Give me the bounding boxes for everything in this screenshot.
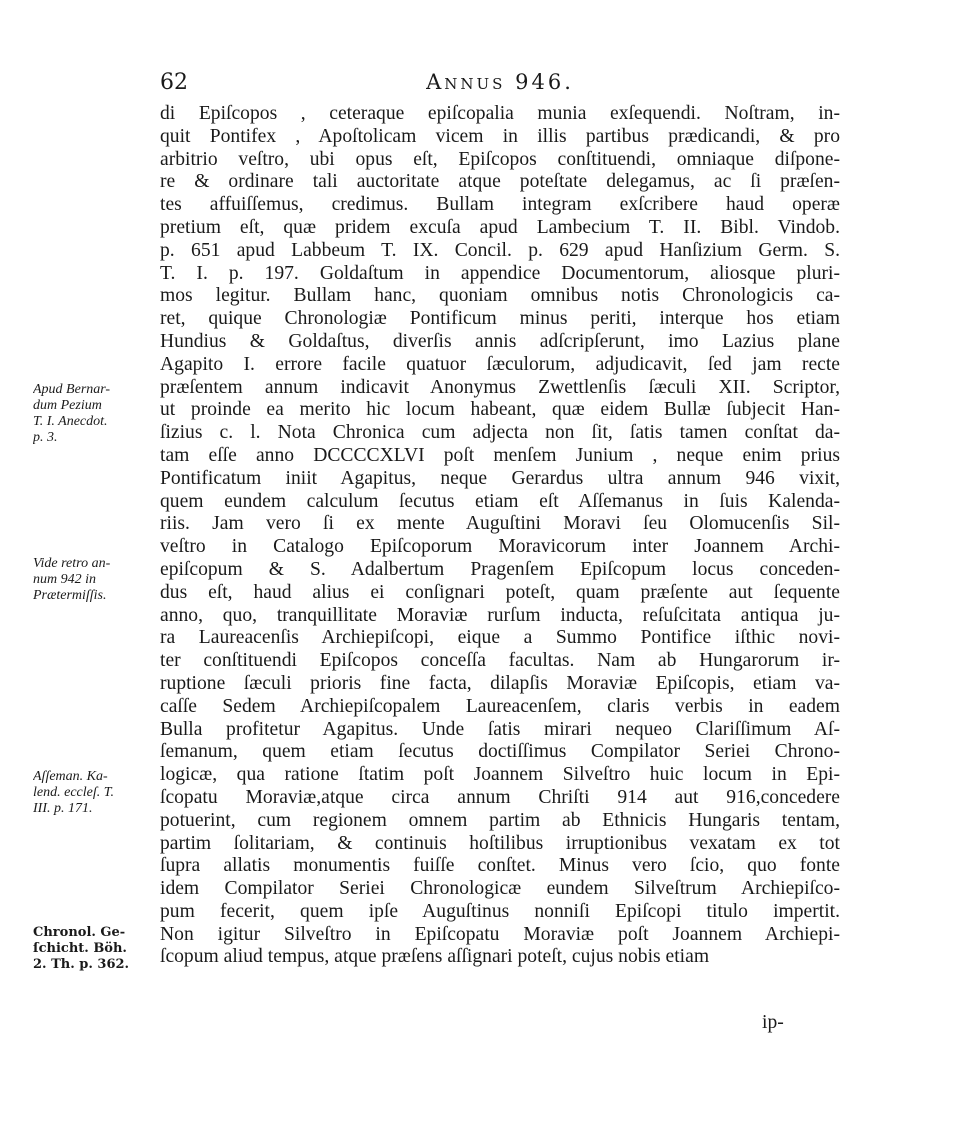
margin-note-line: Chronol. Ge- — [33, 925, 126, 940]
text-line: tes affuiſſemus, credimus. Bullam integram exſcribere haud operæ — [160, 194, 840, 216]
margin-note-vide-retro — [33, 556, 163, 604]
text-line: logicæ, qua ratione ſtatim poſt Joannem Silveſtro huic locum in Epi- — [160, 764, 840, 786]
text-line: di Epiſcopos , ceteraque epiſcopalia munia exſequendi. Noſtram, in- — [160, 103, 840, 124]
text-line: potuerint, cum regionem omnem partim ab Ethnicis Hungaris tentam, — [160, 809, 840, 831]
text-line: T. I. p. 197. Goldaſtum in appendice Documentorum, aliosque pluri- — [160, 262, 840, 284]
text-line: ret, quique Chronologiæ Pontificum minus periti, interque hos etiam — [160, 308, 840, 330]
text-line: veſtro in Catalogo Epiſcoporum Moravicorum inter Joannem Archi- — [160, 536, 840, 558]
text-line: dus eſt, haud alius ei conſignari poteſt, quam præſente aut ſequente — [160, 581, 840, 603]
text-line: Non igitur Silveſtro in Epiſcopatu Moraviæ poſt Joannem Archiepi- — [160, 923, 840, 945]
text-line: Hundius & Goldaſtus, diverſis annis adſcripſerunt, imo Lazius plane — [160, 330, 840, 352]
body-text — [160, 103, 840, 969]
text-line: ut proinde ea merito hic locum habeant, quæ eidem Bullæ ſubjecit Han- — [160, 399, 840, 421]
text-line: tam eſſe anno DCCCCXLVI poſt menſem Junium , neque enim prius — [160, 444, 840, 466]
text-line: epiſcopum & S. Adalbertum Pragenſem Epiſcopum locus conceden- — [160, 558, 840, 580]
text-line: caſſe Sedem Archiepiſcopalem Laureacenſem, claris verbis in eadem — [160, 695, 840, 717]
margin-note-line: p. 3. — [33, 430, 58, 445]
text-line: pum fecerit, quem ipſe Auguſtinus nonniſi Epiſcopi titulo impertit. — [160, 900, 840, 922]
margin-note-line: Apud Bernar- — [33, 382, 111, 397]
margin-note-line: num 942 in — [33, 572, 96, 587]
text-line: ſizius c. l. Nota Chronica cum adjecta non ſit, ſatis tamen conſtat da- — [160, 422, 840, 444]
margin-note-chronol — [33, 925, 163, 973]
text-line: ſcopum aliud tempus, atque præſens aſſignari poteſt, cujus nobis etiam — [160, 946, 710, 968]
text-line: arbitrio veſtro, ubi opus eſt, Epiſcopos conſtituendi, omniaque diſpone- — [160, 148, 840, 170]
text-line: idem Compilator Seriei Chronologicæ eundem Silveſtrum Archiepiſco- — [160, 878, 840, 900]
text-line: ruptione ſæculi prioris fine facta, dilapſis Moraviæ Epiſcopis, etiam va- — [160, 672, 840, 694]
margin-note-line: T. I. Anecdot. — [33, 414, 108, 429]
margin-note-asseman — [33, 769, 163, 817]
text-line: Bulla profitetur Agapitus. Unde ſatis mirari nequeo Clariſſimum Aſ- — [160, 718, 840, 740]
margin-note-line: dum Pezium — [33, 398, 102, 413]
text-line: præſentem annum indicavit Anonymus Zwettlenſis ſæculi XII. Scriptor, — [160, 376, 840, 398]
page-header — [160, 70, 840, 100]
text-line: p. 651 apud Labbeum T. IX. Concil. p. 629 apud Hanſizium Germ. S. — [160, 239, 840, 261]
text-line: pretium eſt, quæ pridem excuſa apud Lambecium T. II. Bibl. Vindob. — [160, 216, 840, 238]
margin-note-line: lend. eccleſ. T. — [33, 785, 114, 800]
margin-note-line: Prætermiſſis. — [33, 588, 107, 603]
text-line: ter conſtituendi Epiſcopos conceſſa facultas. Nam ab Hungarorum ir- — [160, 650, 840, 672]
margin-note-line: ſchicht. Böh. — [33, 941, 127, 956]
text-line: ra Laureacenſis Archiepiſcopi, eique a Summo Pontifice iſthic novi- — [160, 627, 840, 649]
text-line: ſcopatu Moraviæ,atque circa annum Chriſti 914 aut 916,concedere — [160, 786, 840, 808]
text-line: Pontificatum iniit Agapitus, neque Gerardus ultra annum 946 vixit, — [160, 467, 840, 489]
margin-note-line: 2. Th. p. 362. — [33, 957, 130, 972]
margin-note-line: Vide retro an- — [33, 556, 111, 571]
text-line: quit Pontifex , Apoſtolicam vicem in illis partibus prædicandi, & pro — [160, 125, 840, 147]
running-head: Annus 946. — [426, 70, 574, 94]
text-line: riis. Jam vero ſi ex mente Auguſtini Moravi ſeu Olomucenſis Sil- — [160, 513, 840, 535]
text-line: mos legitur. Bullam hanc, quoniam omnibus notis Chronologicis ca- — [160, 285, 840, 307]
margin-note-line: Aſſeman. Ka- — [33, 769, 108, 784]
text-line: partim ſolitariam, & continuis hoſtilibus irruptionibus vexatam ex tot — [160, 832, 840, 854]
text-line: ſupra allatis monumentis fuiſſe conſtet. Minus vero ſcio, quo fonte — [160, 855, 840, 877]
text-line: Agapito I. errore facile quatuor ſæculorum, adjudicavit, ſed jam recte — [160, 353, 840, 375]
text-line: ſemanum, quem etiam ſecutus doctiſſimus Compilator Seriei Chrono- — [160, 741, 840, 763]
text-line: re & ordinare tali auctoritate atque poteſtate delegamus, ac ſi præſen- — [160, 171, 840, 193]
text-line: quem eundem calculum ſecutus etiam eſt Aſſemanus in ſuis Kalenda- — [160, 490, 840, 512]
margin-note-line: III. p. 171. — [33, 801, 93, 816]
margin-note-bernard-pez — [33, 382, 163, 446]
page-number: 62 — [160, 70, 188, 95]
text-line: anno, quo, tranquillitate Moraviæ rurſum inducta, reſuſcitata antiqua ju- — [160, 604, 840, 626]
catchword: ip- — [762, 1012, 784, 1033]
